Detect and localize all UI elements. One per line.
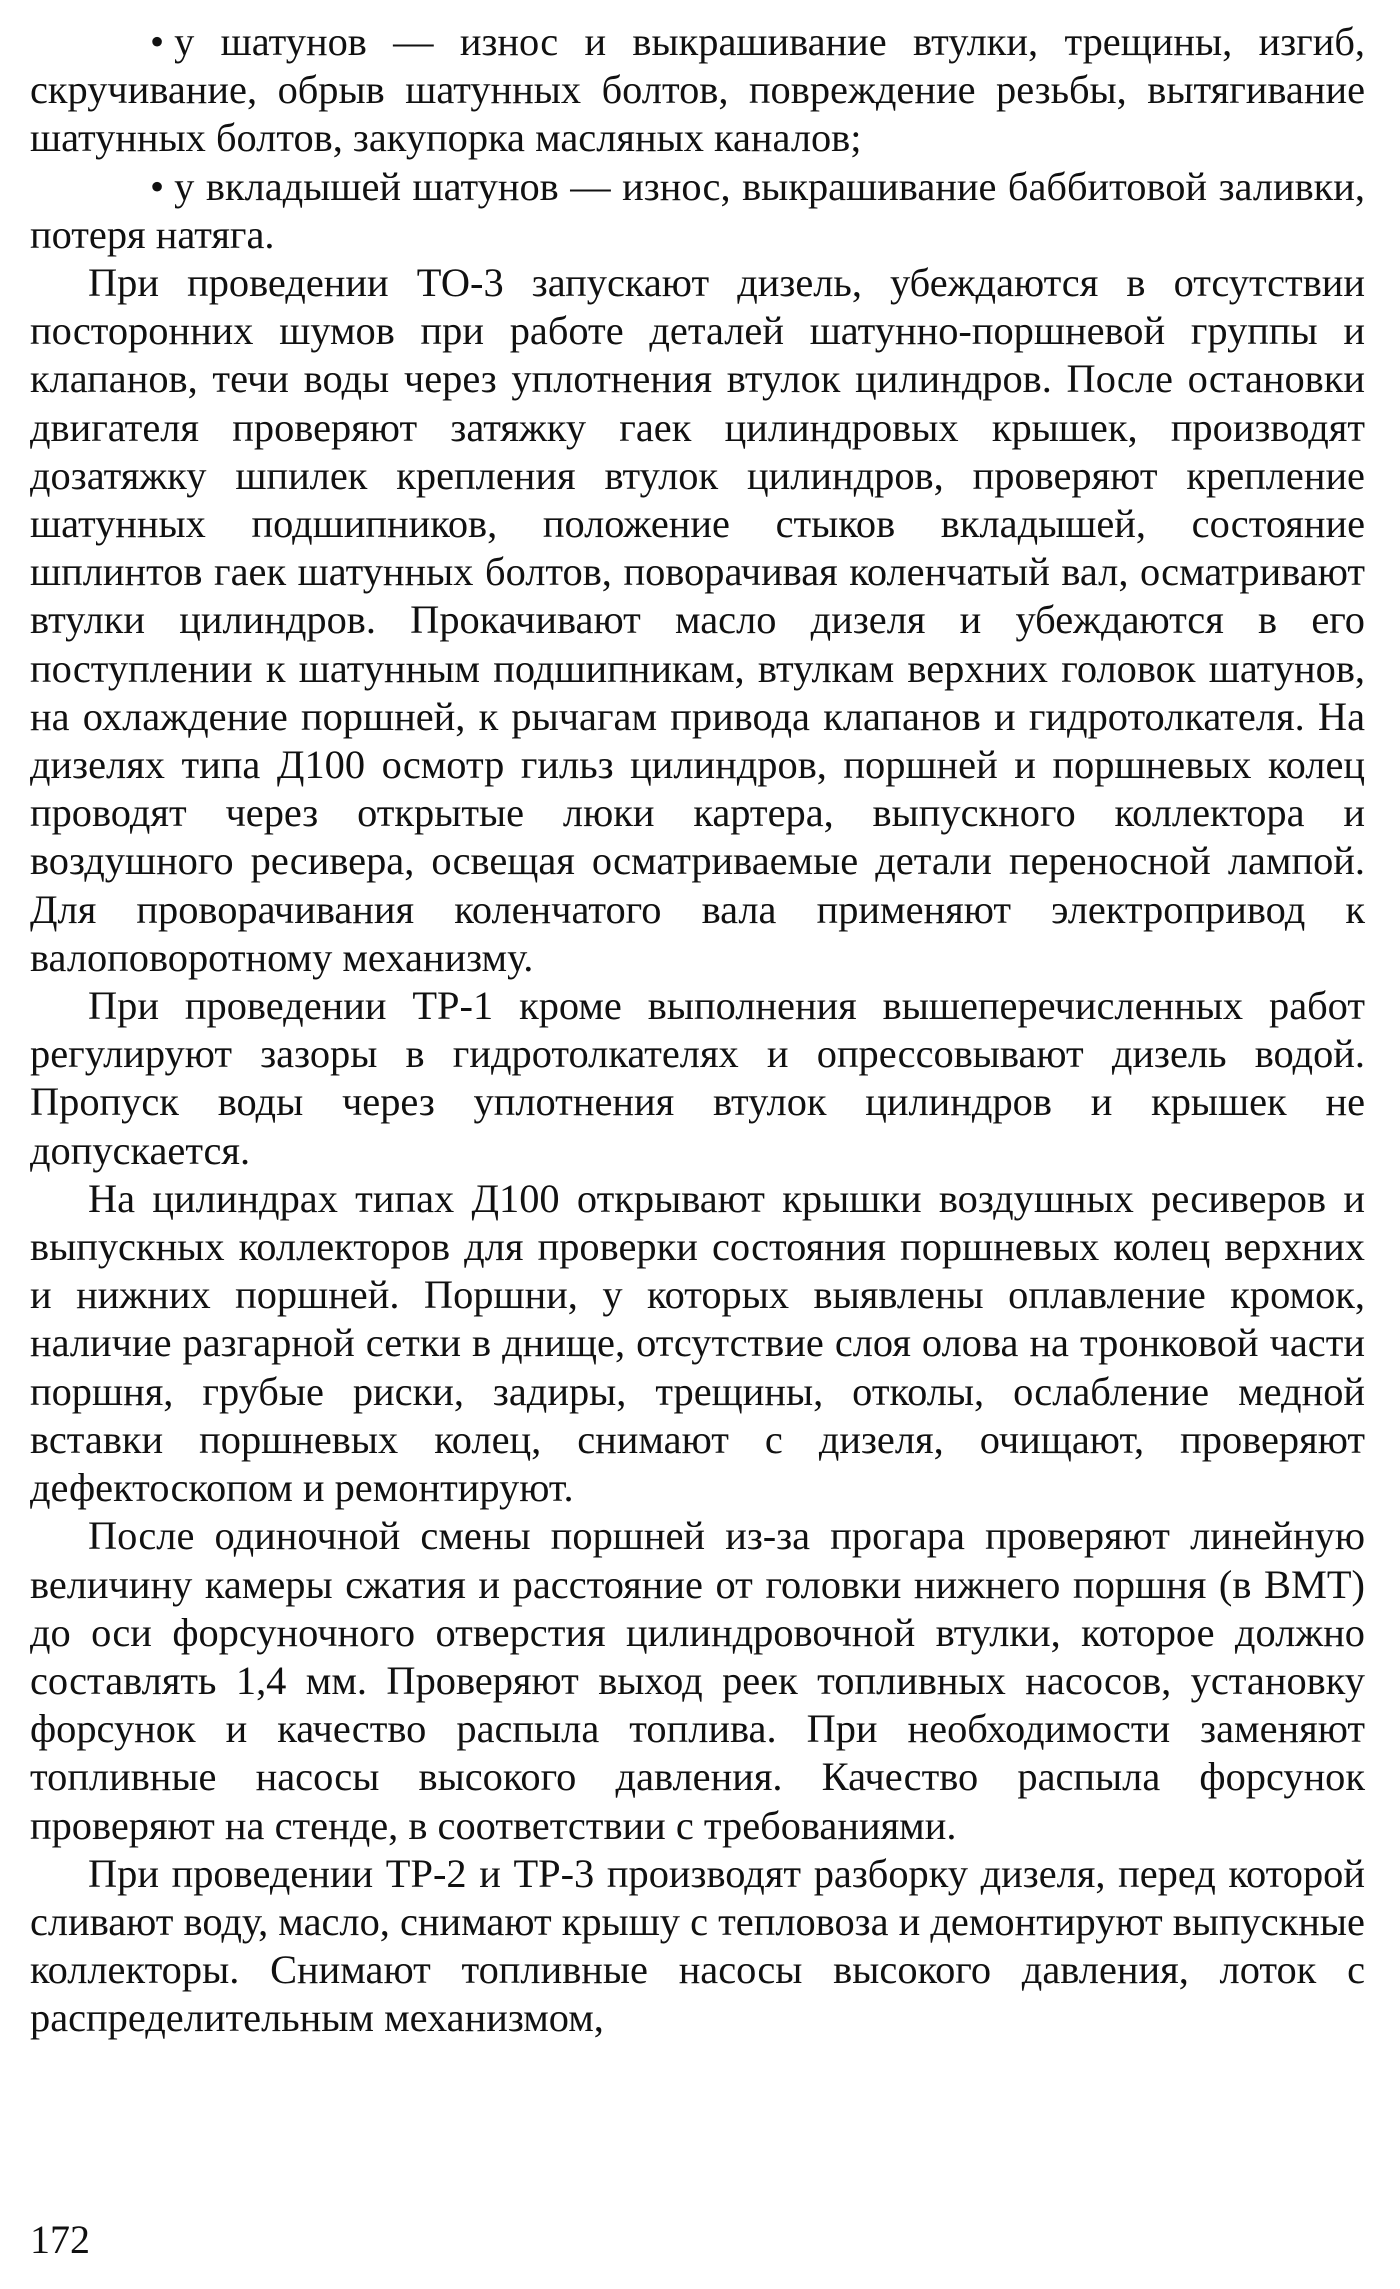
bullet-marker: • (150, 163, 165, 209)
bullet-item-connecting-rods (30, 18, 1365, 163)
bullet-text: у вкладышей шатунов — износ, выкрашивание баббитовой заливки, потеря натяга. (30, 163, 1365, 257)
paragraph-tr1: При проведении ТР-1 кроме выполнения вышеперечисленных работ регулируют зазоры в гидротолкателях и опрессовывают дизель водой. Пропуск воды через уплотнения втулок цилиндров и крышек не допускается. (30, 983, 1365, 1173)
book-page (30, 18, 1365, 2273)
bullet-text: у шатунов — износ и выкрашивание втулки, трещины, изгиб, скручивание, обрыв шатунных болтов, повреждение резьбы, вытягивание шатунных болтов, закупорка масляных каналов; (30, 19, 1365, 161)
paragraph-to3: При проведении ТО-3 запускают дизель, убеждаются в отсутствии посторонних шумов при работе деталей шатунно-поршневой группы и клапанов, течи воды через уплотнения втулок цилиндров. После остановки двигателя проверяют затяжку гаек цилиндровых крышек, производят дозатяжку шпилек крепления втулок цилиндров, проверяют крепление шатунных подшипников, положение стыков вкладышей, состояние шплинтов гаек шатунных болтов, поворачивая коленчатый вал, осматривают втулки цилиндров. Прокачивают масло дизеля и убеждаются в его поступлении к шатунным подшипникам, втулкам верхних головок шатунов, на охлаждение поршней, к рычагам привода клапанов и гидротолкателя. На дизелях типа Д100 осмотр гильз цилиндров, поршней и поршневых колец проводят через открытые люки картера, выпускного коллектора и воздушного ресивера, освещая осматриваемые детали переносной лампой. Для проворачивания коленчатого вала применяют электропривод к валоповоротному механизму. (30, 260, 1365, 980)
paragraph-piston-replacement: После одиночной смены поршней из-за прогара проверяют линейную величину камеры сжатия и расстояние от головки нижнего поршня (в ВМТ) до оси форсуночного отверстия цилиндровочной втулки, которое должно составлять 1,4 мм. Проверяют выход реек топливных насосов, установку форсунок и качество распыла топлива. При необходимости заменяют топливные насосы высокого давления. Качество распыла форсунок проверяют на стенде, в соответствии с требованиями. (30, 1513, 1365, 1848)
page-number: 172 (30, 2217, 90, 2262)
bullet-item-bearing-shells (30, 163, 1365, 259)
paragraph-tr2-tr3: При проведении ТР-2 и ТР-3 производят разборку дизеля, перед которой сливают воду, масло, снимают крышу с тепловоза и демонтируют выпускные коллекторы. Снимают топливные насосы высокого давления, лоток с распределительным механизмом, (30, 1850, 1365, 2041)
paragraph-d100-cylinders: На цилиндрах типах Д100 открывают крышки воздушных ресиверов и выпускных коллекторов для проверки состояния поршневых колец верхних и нижних поршней. Поршни, у которых выявлены оплавление кромок, наличие разгарной сетки в днище, отсутствие слоя олова на тронковой части поршня, грубые риски, задиры, трещины, отколы, ослабление медной вставки поршневых колец, снимают с дизеля, очищают, проверяют дефектоскопом и ремонтируют. (30, 1175, 1365, 1511)
bullet-marker: • (150, 19, 165, 64)
